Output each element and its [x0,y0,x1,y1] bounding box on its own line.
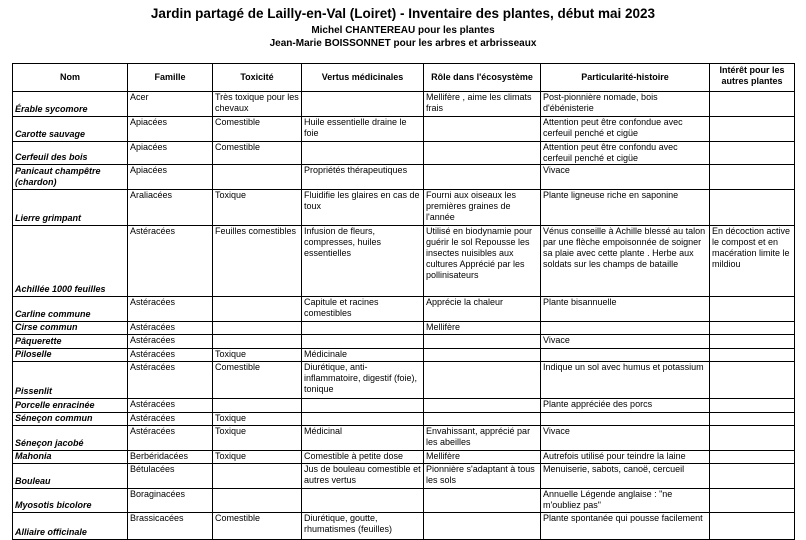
table-cell [710,92,795,117]
table-cell [213,399,302,413]
table-cell: Astéracées [128,335,213,349]
plant-name-cell: Séneçon jacobé [13,426,128,451]
table-row [13,513,795,540]
table-cell [213,297,302,322]
table-row [13,226,795,297]
table-cell: Brassicacées [128,513,213,540]
table-cell: Diurétique, anti-inflammatoire, digestif (foie), tonique [302,362,424,399]
table-cell [302,413,424,426]
table-cell: Acer [128,92,213,117]
plant-name-cell: Séneçon commun [13,413,128,426]
plant-name-cell: Achillée 1000 feuilles [13,226,128,297]
table-row [13,349,795,362]
author-trees: Jean-Marie BOISSONNET pour les arbres et arbrisseaux [269,38,537,49]
table-cell: Capitule et racines comestibles [302,297,424,322]
table-cell [710,426,795,451]
table-cell [213,489,302,513]
plant-name-cell: Cerfeuil des bois [13,142,128,165]
table-row [13,322,795,335]
table-cell: Diurétique, goutte, rhumatismes (feuilles) [302,513,424,540]
table-row [13,142,795,165]
table-cell: Médicinale [302,349,424,362]
plant-name-cell: Carotte sauvage [13,117,128,142]
author-plants: Michel CHANTEREAU pour les plantes [311,25,495,36]
table-cell: Très toxique pour les chevaux [213,92,302,117]
table-cell [710,142,795,165]
column-header-vertus: Vertus médicinales [302,64,424,92]
table-cell: Huile essentielle draine le foie [302,117,424,142]
column-header-toxicite: Toxicité [213,64,302,92]
table-cell: Vivace [541,165,710,190]
table-row [13,165,795,190]
table-cell: Apiacées [128,142,213,165]
table-body [13,92,795,540]
table-cell: Menuiserie, sabots, canoë, cercueil [541,464,710,489]
table-cell: Toxique [213,349,302,362]
table-cell: Astéracées [128,362,213,399]
table-cell [710,513,795,540]
table-row [13,413,795,426]
table-cell: Comestible à petite dose [302,451,424,464]
table-cell [710,399,795,413]
table-cell: Comestible [213,513,302,540]
table-cell: Vivace [541,426,710,451]
table-cell: Autrefois utilisé pour teindre la laine [541,451,710,464]
plant-name-cell: Mahonia [13,451,128,464]
plant-name-cell: Porcelle enracinée [13,399,128,413]
table-cell [710,117,795,142]
table-cell [541,322,710,335]
table-row [13,451,795,464]
table-cell [710,297,795,322]
table-cell [710,451,795,464]
table-cell [302,92,424,117]
table-cell: Apiacées [128,165,213,190]
table-cell: Astéracées [128,426,213,451]
plant-name-cell: Pâquerette [13,335,128,349]
table-cell [710,362,795,399]
table-cell: Astéracées [128,322,213,335]
table-cell [302,322,424,335]
table-cell [213,335,302,349]
table-cell: Indique un sol avec humus et potassium [541,362,710,399]
table-cell [424,142,541,165]
plant-name-cell: Bouleau [13,464,128,489]
table-cell: Mellifère , aime les climats frais [424,92,541,117]
table-cell: Toxique [213,190,302,226]
table-cell [302,142,424,165]
table-cell [302,489,424,513]
table-cell: Apprécie la chaleur [424,297,541,322]
table-cell: Plante appréciée des porcs [541,399,710,413]
plant-name-cell: Alliaire officinale [13,513,128,540]
table-cell: Comestible [213,117,302,142]
table-cell: Plante spontanée qui pousse facilement [541,513,710,540]
table-cell [710,322,795,335]
table-cell: Infusion de fleurs, compresses, huiles essentielles [302,226,424,297]
plant-inventory-table [12,63,795,540]
table-cell [424,399,541,413]
table-cell [424,335,541,349]
table-cell: Propriétés thérapeutiques [302,165,424,190]
table-cell [424,513,541,540]
table-cell: Comestible [213,142,302,165]
table-row [13,92,795,117]
table-cell [302,335,424,349]
table-cell: En décoction active le compost et en macération limite le mildiou [710,226,795,297]
table-cell [710,190,795,226]
plant-name-cell: Panicaut champêtre (chardon) [13,165,128,190]
table-row [13,190,795,226]
table-cell: Berbéridacées [128,451,213,464]
table-cell: Toxique [213,426,302,451]
table-cell [710,489,795,513]
column-header-role: Rôle dans l'écosystème [424,64,541,92]
column-header-particularite: Particularité-histoire [541,64,710,92]
table-cell [710,464,795,489]
table-cell: Mellifère [424,322,541,335]
table-cell: Fluidifie les glaires en cas de toux [302,190,424,226]
plant-name-cell: Érable sycomore [13,92,128,117]
table-cell: Boraginacées [128,489,213,513]
table-cell [302,399,424,413]
table-cell [710,349,795,362]
table-cell: Attention peut être confondu avec cerfeuil penché et cigüe [541,142,710,165]
table-cell: Apiacées [128,117,213,142]
document-title: Jardin partagé de Lailly-en-Val (Loiret) - Inventaire des plantes, début mai 2023 [150,6,656,21]
table-cell: Toxique [213,413,302,426]
table-cell [710,165,795,190]
table-cell: Feuilles comestibles [213,226,302,297]
plant-name-cell: Lierre grimpant [13,190,128,226]
table-cell [424,489,541,513]
table-row [13,362,795,399]
table-cell: Pionnière s'adaptant à tous les sols [424,464,541,489]
plant-name-cell: Myosotis bicolore [13,489,128,513]
table-cell [213,322,302,335]
plant-name-cell: Pissenlit [13,362,128,399]
table-cell [710,335,795,349]
table-cell: Bétulacées [128,464,213,489]
column-header-nom: Nom [13,64,128,92]
table-cell [424,413,541,426]
table-cell: Annuelle Légende anglaise : "ne m'oubliez pas" [541,489,710,513]
table-cell: Plante ligneuse riche en saponine [541,190,710,226]
table-row [13,399,795,413]
table-cell: Jus de bouleau comestible et autres vertus [302,464,424,489]
table-cell: Astéracées [128,413,213,426]
table-cell: Fourni aux oiseaux les premières graines de l'année [424,190,541,226]
table-cell: Utilisé en biodynamie pour guérir le sol Repousse les insectes nuisibles aux cultures Apprécié par les pollinisateurs [424,226,541,297]
plant-name-cell: Carline commune [13,297,128,322]
table-cell [424,117,541,142]
table-cell: Astéracées [128,226,213,297]
table-cell [213,165,302,190]
table-cell: Envahissant, apprécié par les abeilles [424,426,541,451]
table-row [13,335,795,349]
plant-name-cell: Piloselle [13,349,128,362]
table-cell: Astéracées [128,297,213,322]
table-cell: Médicinal [302,426,424,451]
table-cell: Plante bisannuelle [541,297,710,322]
table-cell: Vivace [541,335,710,349]
table-cell [710,413,795,426]
table-cell: Comestible [213,362,302,399]
table-cell: Araliacées [128,190,213,226]
table-cell: Vénus conseille à Achille blessé au talon par une flèche empoisonnée de soigner sa plaie avec cette plante . Herbe aux soldats sur les champs de bataille [541,226,710,297]
column-header-interet: Intérêt pour les autres plantes [710,64,795,92]
table-cell: Attention peut être confondue avec cerfeuil penché et cigüe [541,117,710,142]
table-cell [424,165,541,190]
table-cell [541,413,710,426]
table-row [13,117,795,142]
table-cell [424,362,541,399]
table-cell [213,464,302,489]
table-cell [541,349,710,362]
plant-name-cell: Cirse commun [13,322,128,335]
table-row [13,297,795,322]
table-cell [424,349,541,362]
table-cell: Post-pionnière nomade, bois d'ébénisterie [541,92,710,117]
table-cell: Mellifère [424,451,541,464]
table-cell: Astéracées [128,349,213,362]
table-header-row [13,64,795,92]
table-row [13,426,795,451]
table-row [13,464,795,489]
table-cell: Astéracées [128,399,213,413]
table-row [13,489,795,513]
column-header-famille: Famille [128,64,213,92]
table-cell: Toxique [213,451,302,464]
